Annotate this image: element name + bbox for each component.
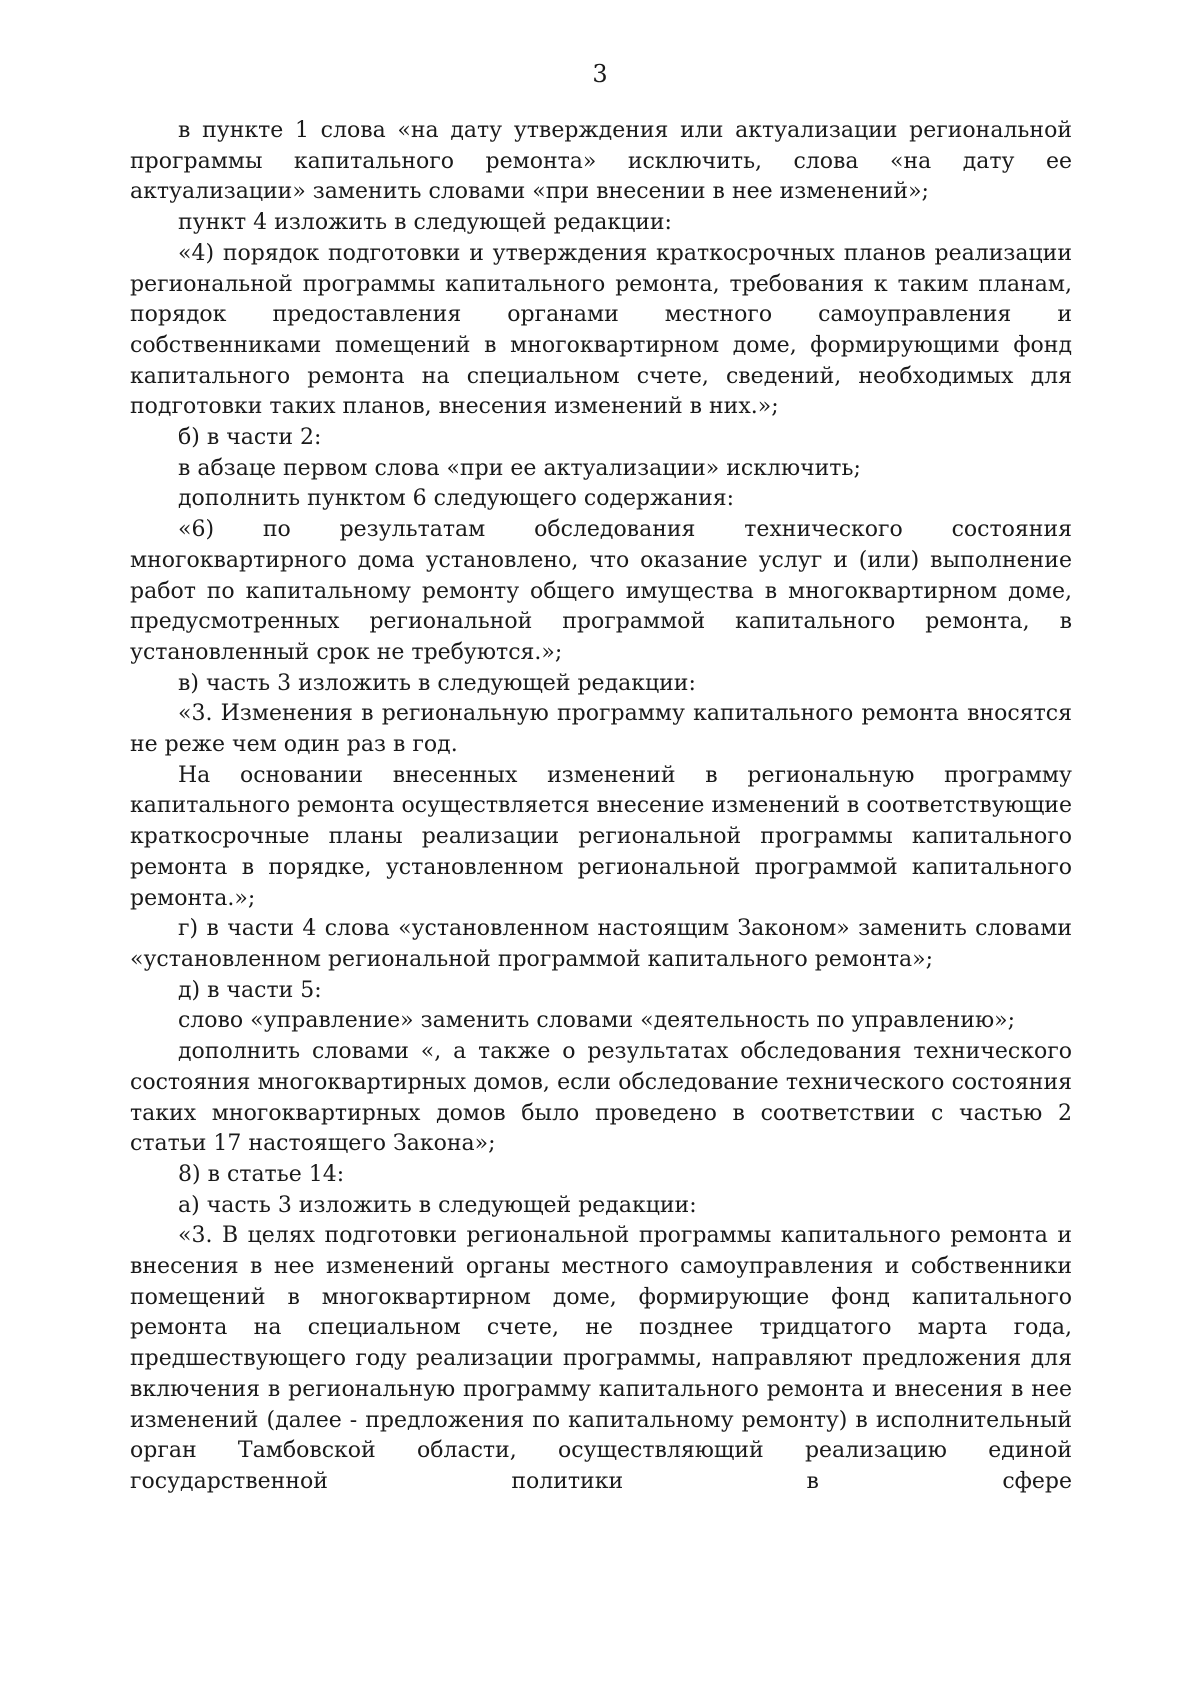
paragraph: «6) по результатам обследования технического состояния многоквартирного дома установлено, что оказание услуг и (или) выполнение работ по капитальному ремонту общего имущества в многоквартирном доме, предусмотренных региональной программой капитального ремонта, в установленный срок не требуются.»;	[130, 517, 1072, 665]
paragraph: На основании внесенных изменений в региональную программу капитального ремонта осуществляется внесение изменений в соответствующие краткосрочные планы реализации региональной программы капитального ремонта в порядке, установленном региональной программой капитального ремонта.»;	[130, 762, 1072, 911]
paragraph: «3. Изменения в региональную программу капитального ремонта вносятся не реже чем один раз в год.	[130, 701, 1072, 758]
paragraph: в) часть 3 изложить в следующей редакции:	[178, 670, 696, 696]
paragraph: дополнить словами «, а также о результатах обследования технического состояния многоквартирных домов, если обследование технического состояния таких многоквартирных домов было проведено в соответствии с частью 2 статьи 17 настоящего Закона»;	[130, 1039, 1072, 1157]
paragraph: «3. В целях подготовки региональной программы капитального ремонта и внесения в нее изменений органы местного самоуправления и собственники помещений в многоквартирном доме, формирующие фонд капитального ремонта на специальном счете, не позднее тридцатого марта года, предшествующего году реализации программы, направляют предложения для включения в региональную программу капитального ремонта и внесения в нее изменений (далее - предложения по капитальному ремонту) в исполнительный орган Тамбовской области, осуществляющий реализацию единой государственной политики в сфере	[130, 1223, 1072, 1494]
paragraph: слово «управление» заменить словами «деятельность по управлению»;	[178, 1008, 1015, 1034]
paragraph: 8) в статье 14:	[178, 1161, 345, 1187]
paragraph: г) в части 4 слова «установленном настоящим Законом» заменить словами «установленном региональной программой капитального ремонта»;	[130, 916, 1072, 972]
paragraph: дополнить пунктом 6 следующего содержания:	[178, 486, 735, 512]
paragraph: б) в части 2:	[178, 425, 322, 451]
paragraph: «4) порядок подготовки и утверждения краткосрочных планов реализации региональной программы капитального ремонта, требования к таким планам, порядок предоставления органами местного самоуправления и собственниками помещений в многоквартирном доме, формирующими фонд капитального ремонта на специальном счете, сведений, необходимых для подготовки таких планов, внесения изменений в них.»;	[130, 240, 1072, 420]
paragraph: в пункте 1 слова «на дату утверждения или актуализации региональной программы капитального ремонта» исключить, слова «на дату ее актуализации» заменить словами «при внесении в нее изменений»;	[130, 118, 1072, 205]
page-number: 3	[592, 60, 608, 88]
paragraph: д) в части 5:	[178, 977, 322, 1003]
paragraph: а) часть 3 изложить в следующей редакции:	[178, 1192, 697, 1218]
paragraph: в абзаце первом слова «при ее актуализации» исключить;	[178, 455, 861, 481]
document-body	[130, 116, 1072, 1498]
paragraph: пункт 4 изложить в следующей редакции:	[178, 210, 672, 236]
